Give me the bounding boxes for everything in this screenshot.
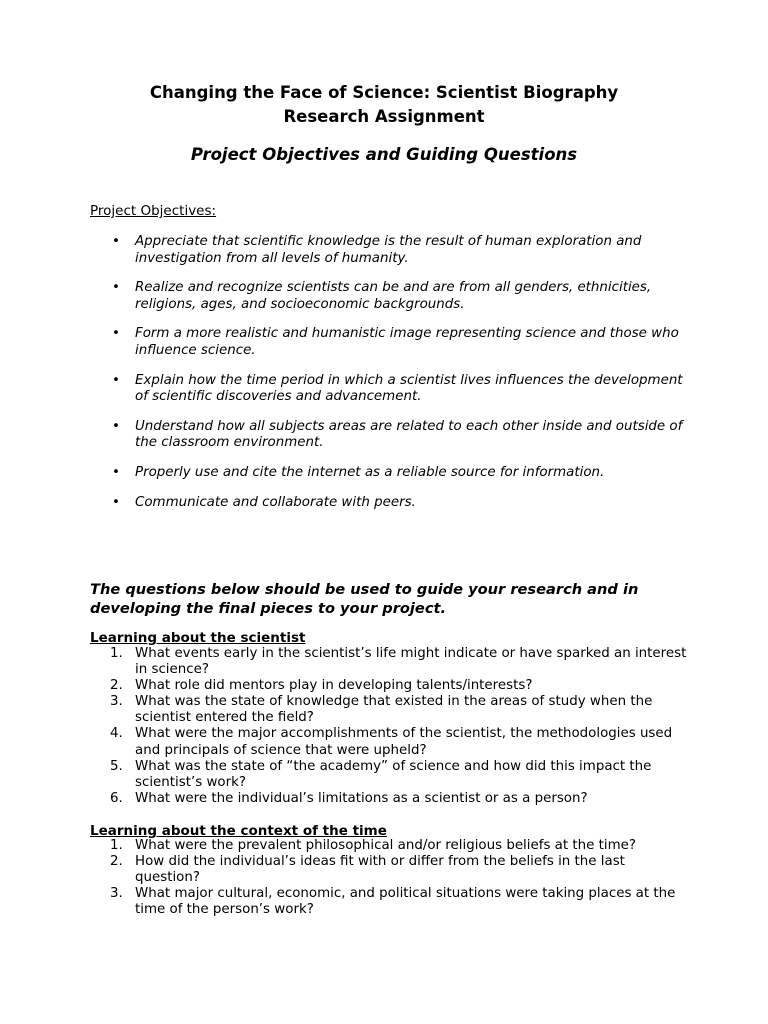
list-item xyxy=(90,234,690,267)
question-text: What were the individual’s limitations as a scientist or as a person? xyxy=(135,790,588,806)
objectives-list xyxy=(90,234,690,524)
list-item xyxy=(90,886,690,918)
objective-text: Properly use and cite the internet as a reliable source for information. xyxy=(135,464,605,480)
objectives-heading: Project Objectives: xyxy=(90,203,217,219)
list-item xyxy=(90,694,690,726)
bullet-icon: • xyxy=(112,326,120,342)
title-line-1: Changing the Face of Science: Scientist Biography xyxy=(149,83,619,102)
bullet-icon: • xyxy=(112,418,120,434)
bullet-icon: • xyxy=(112,280,120,296)
list-item xyxy=(90,280,690,313)
scientist-questions-list xyxy=(90,646,690,807)
bullet-icon: • xyxy=(112,372,120,388)
list-item xyxy=(90,838,690,854)
question-text: What were the prevalent philosophical and/or religious beliefs at the time? xyxy=(135,838,636,853)
list-item xyxy=(90,854,690,886)
context-questions-list xyxy=(90,838,690,918)
question-text: What role did mentors play in developing talents/interests? xyxy=(135,678,533,694)
item-number: 3. xyxy=(110,694,123,710)
list-item xyxy=(90,419,690,452)
title-line-2: Research Assignment xyxy=(283,107,485,126)
list-item xyxy=(90,678,690,694)
question-text: What major cultural, economic, and political situations were taking places at the time of the person’s work? xyxy=(135,886,676,918)
item-number: 2. xyxy=(110,678,123,694)
list-item xyxy=(90,646,690,678)
objective-text: Explain how the time period in which a scientist lives influences the development of scientific discoveries and advancement. xyxy=(135,372,683,405)
question-text: What was the state of knowledge that existed in the areas of study when the scientist entered the field? xyxy=(135,694,653,726)
list-item xyxy=(90,465,690,482)
question-text: What was the state of “the academy” of science and how did this impact the scientist’s work? xyxy=(135,758,652,790)
item-number: 3. xyxy=(110,886,123,902)
objective-text: Understand how all subjects areas are related to each other inside and outside of the classroom environment. xyxy=(135,418,683,451)
item-number: 5. xyxy=(110,758,123,774)
item-number: 2. xyxy=(110,854,123,870)
list-item xyxy=(90,791,690,807)
objective-text: Appreciate that scientific knowledge is the result of human exploration and investigation from all levels of humanity. xyxy=(135,234,642,266)
bullet-icon: • xyxy=(112,234,120,249)
item-number: 1. xyxy=(110,838,123,853)
question-text: How did the individual’s ideas fit with or differ from the beliefs in the last question? xyxy=(135,854,625,886)
page-subtitle: Project Objectives and Guiding Questions xyxy=(190,145,578,164)
question-text: What events early in the scientist’s life might indicate or have sparked an interest in science? xyxy=(135,646,687,678)
context-section-heading: Learning about the context of the time xyxy=(90,823,387,839)
objective-text: Realize and recognize scientists can be and are from all genders, ethnicities, religions, ages, and socioeconomic backgrounds. xyxy=(135,280,652,312)
list-item xyxy=(90,759,690,791)
list-item xyxy=(90,326,690,359)
list-item xyxy=(90,373,690,406)
objective-text: Form a more realistic and humanistic image representing science and those who influence science. xyxy=(135,326,679,358)
guiding-intro: The questions below should be used to guide your research and in developing the final pieces to your project. xyxy=(90,581,639,617)
bullet-icon: • xyxy=(112,494,120,510)
page-title xyxy=(0,81,768,129)
objective-text: Communicate and collaborate with peers. xyxy=(135,494,416,510)
item-number: 6. xyxy=(110,790,123,806)
list-item xyxy=(90,726,690,758)
question-text: What were the major accomplishments of the scientist, the methodologies used and principals of science that were upheld? xyxy=(135,726,673,758)
item-number: 4. xyxy=(110,726,123,742)
bullet-icon: • xyxy=(112,464,120,480)
list-item xyxy=(90,495,690,512)
scientist-section-heading: Learning about the scientist xyxy=(90,630,306,646)
item-number: 1. xyxy=(110,646,123,661)
